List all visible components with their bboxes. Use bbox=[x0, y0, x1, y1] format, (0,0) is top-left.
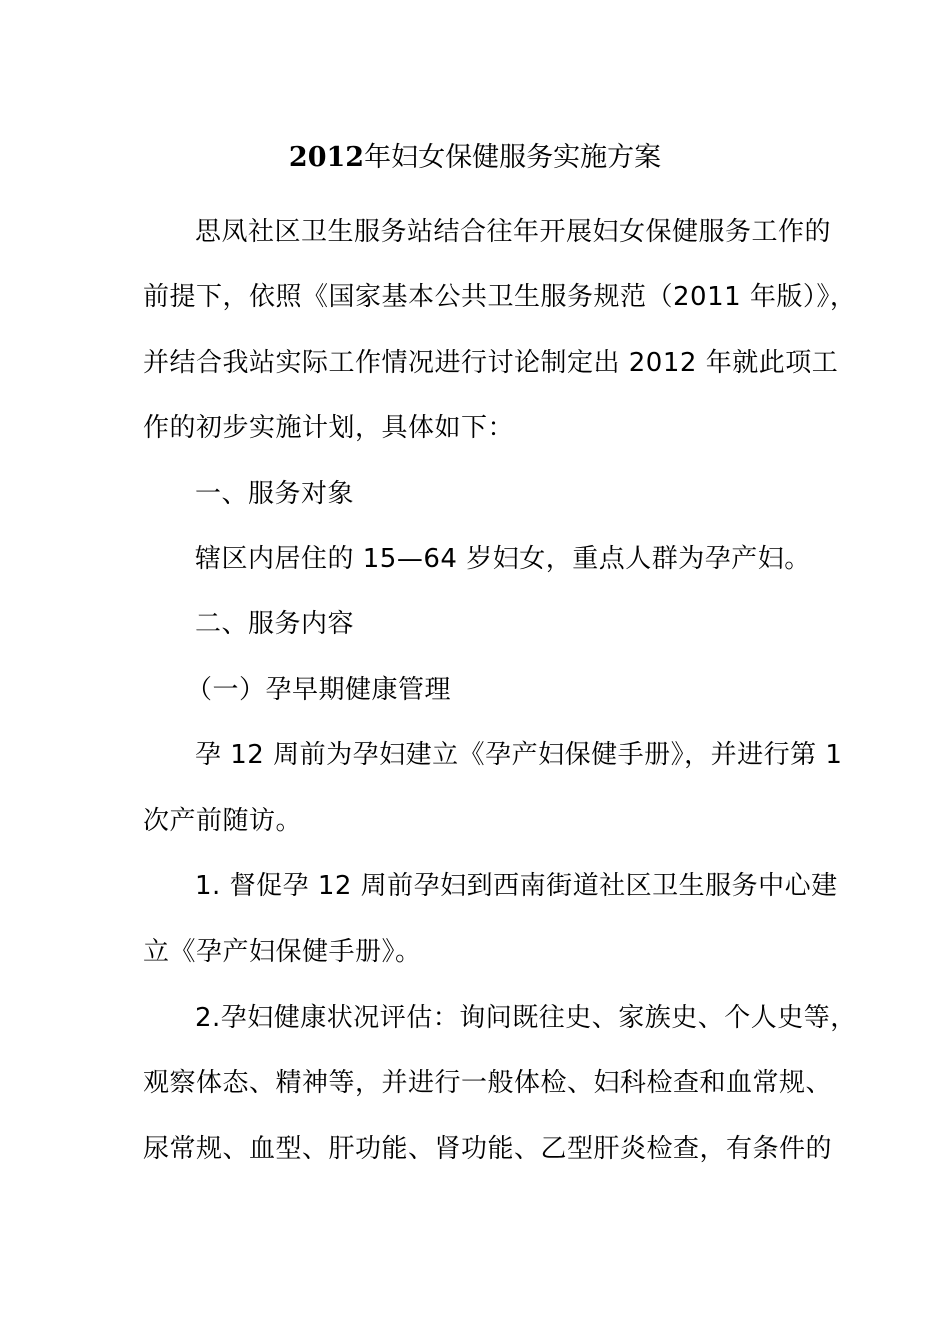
list-item-line: 立《孕产妇保健手册》。 bbox=[143, 937, 422, 967]
paragraph-line: 前提下，依照《国家基本公共卫生服务规范（2011 年版）》， bbox=[143, 282, 857, 312]
document-title bbox=[0, 140, 950, 176]
section-heading: 二、服务内容 bbox=[195, 609, 355, 639]
list-item-line: 2.孕妇健康状况评估：询问既往史、家族史、个人史等， bbox=[195, 1003, 857, 1033]
title-text: 年妇女保健服务实施方案 bbox=[364, 142, 662, 173]
list-item-line: 观察体态、精神等，并进行一般体检、妇科检查和血常规、 bbox=[143, 1068, 833, 1098]
paragraph-line: 作的初步实施计划，具体如下： bbox=[143, 413, 515, 443]
subsection-heading: （一）孕早期健康管理 bbox=[186, 675, 452, 705]
list-item-line: 尿常规、血型、肝功能、肾功能、乙型肝炎检查，有条件的 bbox=[143, 1134, 833, 1164]
paragraph-line: 并结合我站实际工作情况进行讨论制定出 2012 年就此项工 bbox=[143, 348, 839, 378]
paragraph-line: 孕 12 周前为孕妇建立《孕产妇保健手册》，并进行第 1 bbox=[195, 740, 843, 770]
paragraph-line: 思凤社区卫生服务站结合往年开展妇女保健服务工作的 bbox=[195, 217, 832, 247]
title-year: 2012 bbox=[288, 142, 365, 173]
paragraph-line: 辖区内居住的 15—64 岁妇女，重点人群为孕产妇。 bbox=[195, 544, 811, 574]
list-item-line: 1. 督促孕 12 周前孕妇到西南街道社区卫生服务中心建 bbox=[195, 871, 838, 901]
section-heading: 一、服务对象 bbox=[195, 479, 355, 509]
paragraph-line: 次产前随访。 bbox=[143, 806, 303, 836]
